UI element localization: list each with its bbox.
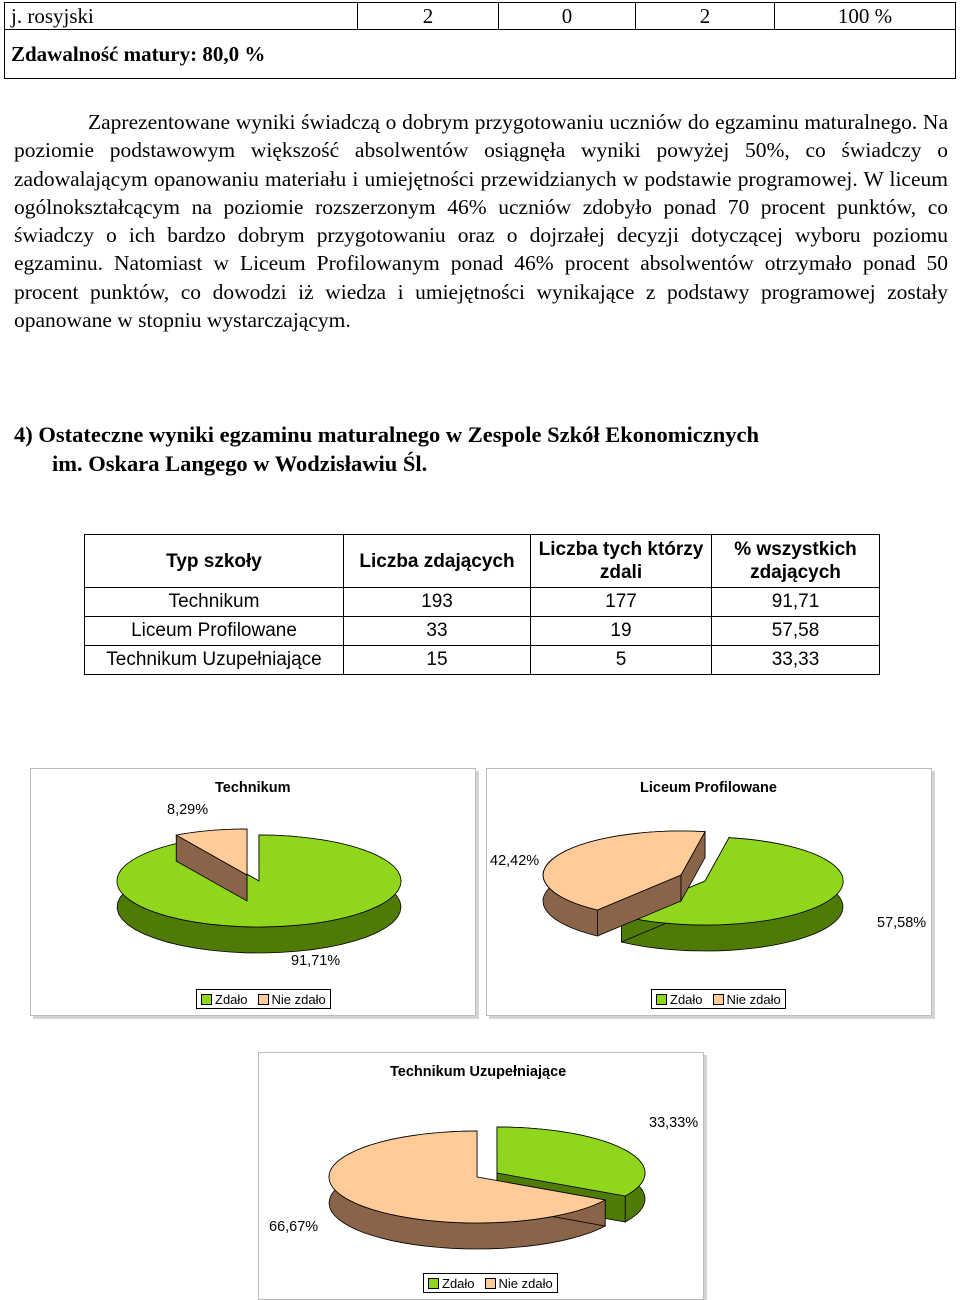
slice-label-passed: 91,71% xyxy=(291,953,341,969)
table-cell: 5 xyxy=(531,646,712,675)
legend-swatch-failed xyxy=(258,994,269,1005)
pie-chart-svg xyxy=(487,769,931,1015)
legend-swatch-failed xyxy=(485,1278,496,1289)
legend-swatch-passed xyxy=(201,994,212,1005)
legend-swatch-passed xyxy=(656,994,667,1005)
chart-title: Technikum xyxy=(215,780,291,796)
legend-label-failed: Nie zdało xyxy=(271,991,326,1007)
table-cell: Technikum Uzupełniające xyxy=(85,646,344,675)
column-header: Typ szkoły xyxy=(85,535,344,588)
table-cell: 91,71 xyxy=(712,588,880,617)
pass-rate-cell: Zdawalność matury: 80,0 % xyxy=(5,30,956,79)
table-row xyxy=(85,646,880,675)
table-row xyxy=(5,3,956,30)
slice-label-passed: 33,33% xyxy=(649,1115,699,1131)
legend-label-failed: Nie zdało xyxy=(498,1275,553,1291)
table-cell: 33,33 xyxy=(712,646,880,675)
table-cell: 15 xyxy=(344,646,531,675)
summary-paragraph xyxy=(14,108,948,334)
table-cell: 19 xyxy=(531,617,712,646)
legend-swatch-failed xyxy=(713,994,724,1005)
section-heading-line2: im. Oskara Langego w Wodzisławiu Śl. xyxy=(52,450,428,476)
table-row xyxy=(85,588,880,617)
pie-chart-technikum-uzupelniajace xyxy=(258,1052,704,1300)
chart-legend xyxy=(423,1273,558,1293)
count-cell: 2 xyxy=(358,3,499,30)
final-results-table xyxy=(84,534,880,675)
section-heading-line1: 4) Ostateczne wyniki egzaminu maturalnego w Zespole Szkół Ekonomicznych xyxy=(14,422,759,447)
column-header: % wszystkich zdających xyxy=(712,535,880,588)
pie-slice-passed-group xyxy=(117,835,401,953)
table-row xyxy=(5,30,956,79)
legend-swatch-passed xyxy=(428,1278,439,1289)
subject-results-table xyxy=(4,2,956,79)
pie-slice-passed xyxy=(117,835,401,927)
chart-legend xyxy=(651,989,786,1009)
pie-chart-technikum xyxy=(30,768,476,1016)
count-cell: 2 xyxy=(636,3,775,30)
table-cell: 33 xyxy=(344,617,531,646)
subject-cell: j. rosyjski xyxy=(5,3,358,30)
table-cell: 177 xyxy=(531,588,712,617)
table-header-row xyxy=(85,535,880,588)
chart-title: Liceum Profilowane xyxy=(640,780,777,796)
chart-title: Technikum Uzupełniające xyxy=(390,1064,567,1080)
slice-label-passed: 57,58% xyxy=(877,915,927,931)
table-row xyxy=(85,617,880,646)
legend-label-passed: Zdało xyxy=(215,991,248,1007)
slice-label-failed: 8,29% xyxy=(167,802,209,818)
pie-chart-svg xyxy=(259,1053,703,1299)
table-cell: Technikum xyxy=(85,588,344,617)
pie-chart-liceum-profilowane xyxy=(486,768,932,1016)
slice-label-failed: 42,42% xyxy=(490,853,540,869)
legend-label-passed: Zdało xyxy=(442,1275,475,1291)
count-cell: 0 xyxy=(499,3,636,30)
table-cell: Liceum Profilowane xyxy=(85,617,344,646)
column-header: Liczba tych którzy zdali xyxy=(531,535,712,588)
slice-label-failed: 66,67% xyxy=(269,1219,319,1235)
table-cell: 193 xyxy=(344,588,531,617)
column-header: Liczba zdających xyxy=(344,535,531,588)
percent-cell: 100 % xyxy=(775,3,956,30)
section-heading xyxy=(14,421,948,478)
summary-text: Zaprezentowane wyniki świadczą o dobrym przygotowaniu uczniów do egzaminu maturalnego. Na poziomie podstawowym większość absolwentów osiągnęła wyniki powyżej 50%, co świadczy o zadowalającym opanowaniu materiału i umiejętności przewidzianych w podstawie programowej. W liceum ogólnokształcącym na poziomie rozszerzonym 46% uczniów zdobyło ponad 70 procent punktów, co świadczy o ich bardzo dobrym przygotowaniu oraz o dojrzałej decyzji dotyczącej wyboru poziomu egzaminu. Natomiast w Liceum Profilowanym ponad 46% procent absolwentów otrzymało ponad 50 procent punktów, co dowodzi iż wiedza i umiejętności wynikające z podstawy programowej zostały opanowane w stopniu wystarczającym. xyxy=(14,110,948,333)
legend-label-failed: Nie zdało xyxy=(726,991,781,1007)
table-cell: 57,58 xyxy=(712,617,880,646)
chart-legend xyxy=(196,989,331,1009)
legend-label-passed: Zdało xyxy=(670,991,703,1007)
pie-chart-svg xyxy=(31,769,475,1015)
